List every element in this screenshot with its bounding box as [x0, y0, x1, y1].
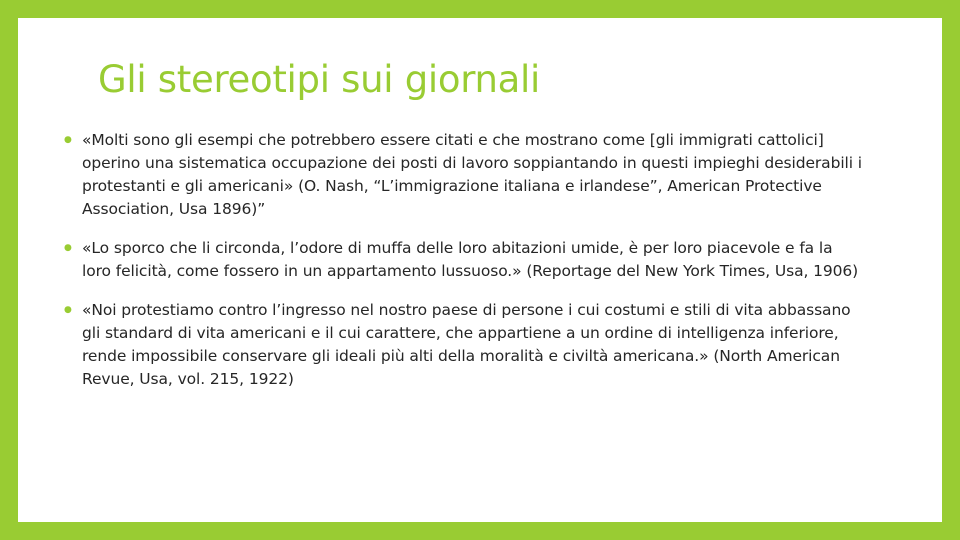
bullet-dot-icon: ●	[64, 305, 72, 315]
bullet-item	[64, 237, 864, 283]
bullet-dot-icon: ●	[64, 243, 72, 253]
bullet-dot-icon: ●	[64, 135, 72, 145]
bullet-item	[64, 299, 864, 391]
bullet-item	[64, 129, 864, 221]
slide-title: Gli stereotipi sui giornali	[98, 58, 540, 101]
slide-panel	[18, 18, 942, 522]
bullet-text: «Noi protestiamo contro l’ingresso nel nostro paese di persone i cui costumi e stili di vita abbassano gli standard di vita americani e il cui carattere, che appartiene a un ordine di intelligenza inferiore, rende impossibile conservare gli ideali più alti della moralità e civiltà americana.» (North American Revue, Usa, vol. 215, 1922)	[82, 301, 851, 388]
bullet-list	[64, 129, 864, 407]
bullet-text: «Lo sporco che li circonda, l’odore di muffa delle loro abitazioni umide, è per loro piacevole e fa la loro felicità, come fossero in un appartamento lussuoso.» (Reportage del New York Times, Usa, 1906)	[82, 239, 859, 280]
bullet-text: «Molti sono gli esempi che potrebbero essere citati e che mostrano come [gli immigrati cattolici] operino una sistematica occupazione dei posti di lavoro soppiantando in questi impieghi desiderabili i protestanti e gli americani» (O. Nash, “L’immigrazione italiana e irlandese”, American Protective Association, Usa 1896)”	[82, 131, 862, 218]
